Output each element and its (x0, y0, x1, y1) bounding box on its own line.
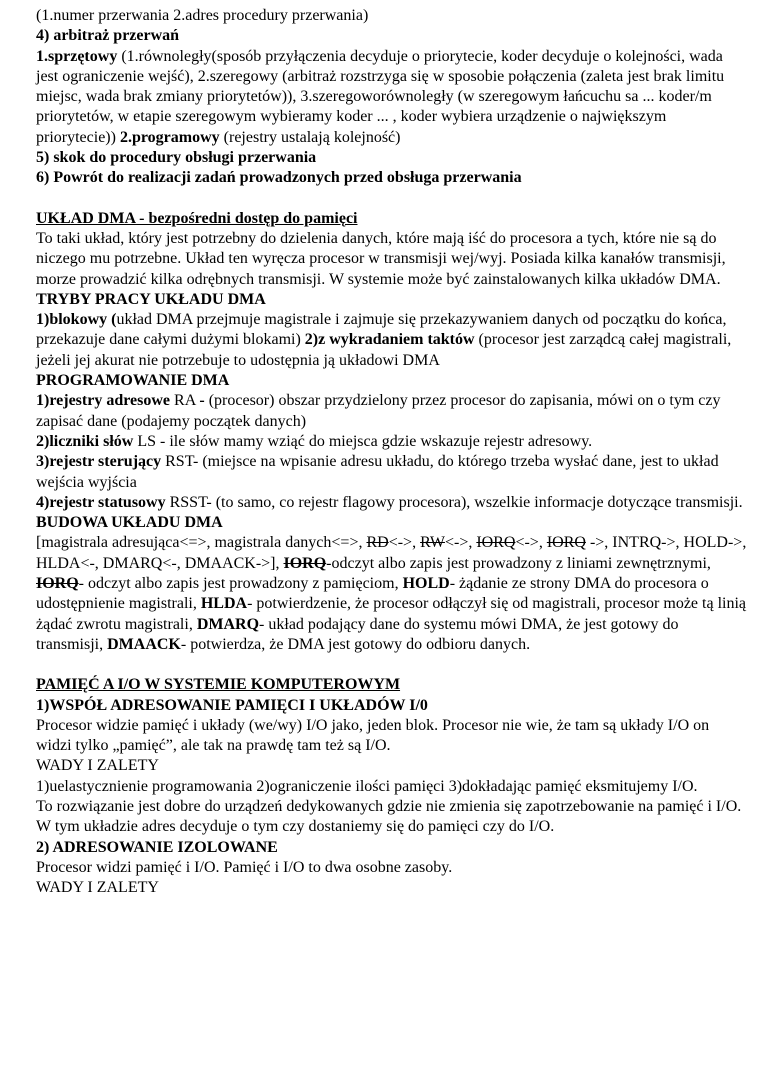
term-block: 1)blokowy ( (36, 311, 117, 329)
pros-cons-list: 1)uelastycznienie programowania 2)ograniczenie ilości pamięci 3)dokładając pamięć eksmitujemy I/O. (36, 777, 698, 795)
shared-addressing-address: W tym układzie adres decyduje o tym czy dostaniemy się do pamięci czy do I/O. (36, 818, 555, 836)
shared-addressing-note: To rozwiązanie jest dobre do urządzeń dedykowanych gdzie nie zmienia się zapotrzebowanie na pamięć i I/O. (36, 797, 742, 815)
heading-dma-structure: BUDOWA UKŁADU DMA (36, 514, 223, 532)
heading-jump: 5) skok do procedury obsługi przerwania (36, 149, 317, 167)
spacer (36, 655, 748, 675)
text-span: - żądanie ze strony DMA do procesora o udostępnienie magistrali, (36, 575, 709, 613)
text-span: ->, INTRQ->, HOLD->, HLDA<-, DMARQ<-, DMAACK->], (36, 534, 747, 572)
text-span: RA (170, 392, 200, 410)
pros-cons-label: WADY I ZALETY (36, 879, 159, 897)
term-address-registers: 1)rejestry adresowe (36, 392, 171, 410)
text-span: (1.równoległy(sposób przyłączenia decyduje o priorytecie, koder decyduje o kolejności, wada jest ograniczenie wejść), 2.szeregowy (arbitraż rozstrzyga się w sposobie połączenia (zaleta jest brak limitu miejsc, wada brak zmiany priorytetów)), 3.szeregoworównoległy (w szeregowym łańcuchu sa ... koder/m priorytetów, w etapie szeregowym wybieramy koder ... , koder wybiera urządzenie o największym priorytecie)) (36, 47, 725, 146)
term-word-counters: 2)liczniki słów (36, 432, 134, 450)
signal-dmaack: DMAACK (107, 635, 181, 653)
text-span: [magistrala adresująca<=>, magistrala danych<=>, (36, 534, 367, 552)
text-span: <->, (388, 534, 421, 552)
dash: - (199, 392, 205, 410)
signal-rd: RD (366, 534, 389, 552)
heading-isolated-addressing: 2) ADRESOWANIE IZOLOWANE (36, 838, 278, 856)
text-span: <->, (444, 534, 477, 552)
dma-description: To taki układ, który jest potrzebny do dzielenia danych, które mają iść do procesora a tych, które nie są do niczego mu potrzebne. Układ ten wyręcza procesor w transmisji wej/wyj. Posiada kilka kanałów transmisji, morze prowadzić kilka odrębnych transmisji. W systemie może być zainstalowanych kilka układów DMA. (36, 229, 726, 288)
document-page (36, 6, 748, 898)
register-address (36, 391, 748, 432)
text-span: (procesor) obszar przydzielony przez procesor do zapisania, mówi on o tym czy zapisać dane (podajemy początek danych) (36, 392, 721, 430)
text-span: - odczyt albo zapis jest prowadzony z pamięciom, (78, 575, 403, 593)
heading-return: 6) Powrót do realizacji zadań prowadzonych przed obsługa przerwania (36, 169, 522, 187)
signal-dmarq: DMARQ (196, 615, 260, 633)
text-span: RST- (miejsce na wpisanie adresu układu, do którego trzeba wysłać dane, jest to układ wejścia wyjścia (36, 453, 719, 491)
section-title-dma: UKŁAD DMA - bezpośredni dostęp do pamięci (36, 209, 358, 227)
text-span: - potwierdzenie, że procesor odłączył się od magistrali, procesor może tą linią żądać zwrotu magistrali, (36, 595, 747, 633)
text-span: LS - ile słów mamy wziąć do miejsca gdzie wskazuje rejestr adresowy. (133, 432, 593, 450)
signal-hold: HOLD (402, 575, 450, 593)
heading-dma-programming: PROGRAMOWANIE DMA (36, 372, 230, 390)
shared-addressing-desc: Procesor widzie pamięć i układy (we/wy) I/O jako, jeden blok. Procesor nie wie, że tam są układy I/O on widzi tylko „pamięć”, ale tak na prawdę tam też są I/O. (36, 716, 710, 755)
heading-shared-addressing: 1)WSPÓŁ ADRESOWANIE PAMIĘCI I UKŁADÓW I/0 (36, 696, 428, 714)
text-span: - potwierdza, że DMA jest gotowy do odbioru danych. (180, 635, 531, 653)
spacer (36, 189, 748, 209)
isolated-addressing-desc: Procesor widzi pamięć i I/O. Pamięć i I/O to dwa osobne zasoby. (36, 858, 453, 876)
term-cycle-stealing: 2)z wykradaniem taktów (304, 331, 475, 349)
term-software: 2.programowy (119, 128, 220, 146)
arbitration-paragraph (36, 47, 748, 148)
signal-iorq: IORQ (546, 534, 586, 552)
text-span: <->, (515, 534, 547, 552)
signal-iorq: IORQ (476, 534, 516, 552)
heading-arbitration: 4) arbitraż przerwań (36, 27, 180, 45)
text-span: (procesor jest zarządcą całej magistrali, jeżeli jej akurat nie potrzebuje to udostępnia ją układowi DMA (36, 331, 732, 369)
text-span: układ DMA przejmuje magistrale i zajmuje się przekazywaniem danych od początku do końca, przekazuje dane całymi dużymi blokami) (36, 311, 727, 349)
text-span: - układ podający dane do systemu mówi DMA, że jest gotowy do transmisji, (36, 615, 679, 653)
term-control-register: 3)rejestr sterujący (36, 453, 162, 471)
signal-rw: RW (420, 534, 445, 552)
section-title-memory-io: PAMIĘĆ A I/O W SYSTEMIE KOMPUTEROWYM (36, 676, 401, 694)
signal-hlda: HLDA (200, 595, 248, 613)
term-hardware: 1.sprzętowy (36, 47, 118, 65)
register-status (36, 493, 748, 513)
signal-iorq-bold: IORQ (36, 575, 79, 593)
term-status-register: 4)rejestr statusowy (36, 493, 166, 511)
text-span: -odczyt albo zapis jest prowadzony z liniami zewnętrznymi, (326, 554, 711, 572)
pros-cons-label: WADY I ZALETY (36, 757, 159, 775)
register-word-counter (36, 432, 748, 452)
heading-dma-modes: TRYBY PRACY UKŁADU DMA (36, 290, 266, 308)
signal-iorq-bold: IORQ (283, 554, 327, 572)
register-control (36, 452, 748, 493)
text-span: RSST- (to samo, co rejestr flagowy procesora), wszelkie informacje dotyczące transmisji. (165, 493, 743, 511)
text-span: (rejestry ustalają kolejność) (219, 128, 401, 146)
intro-line: (1.numer przerwania 2.adres procedury przerwania) (36, 7, 369, 24)
dma-structure-paragraph (36, 533, 748, 655)
dma-modes-paragraph (36, 310, 748, 371)
